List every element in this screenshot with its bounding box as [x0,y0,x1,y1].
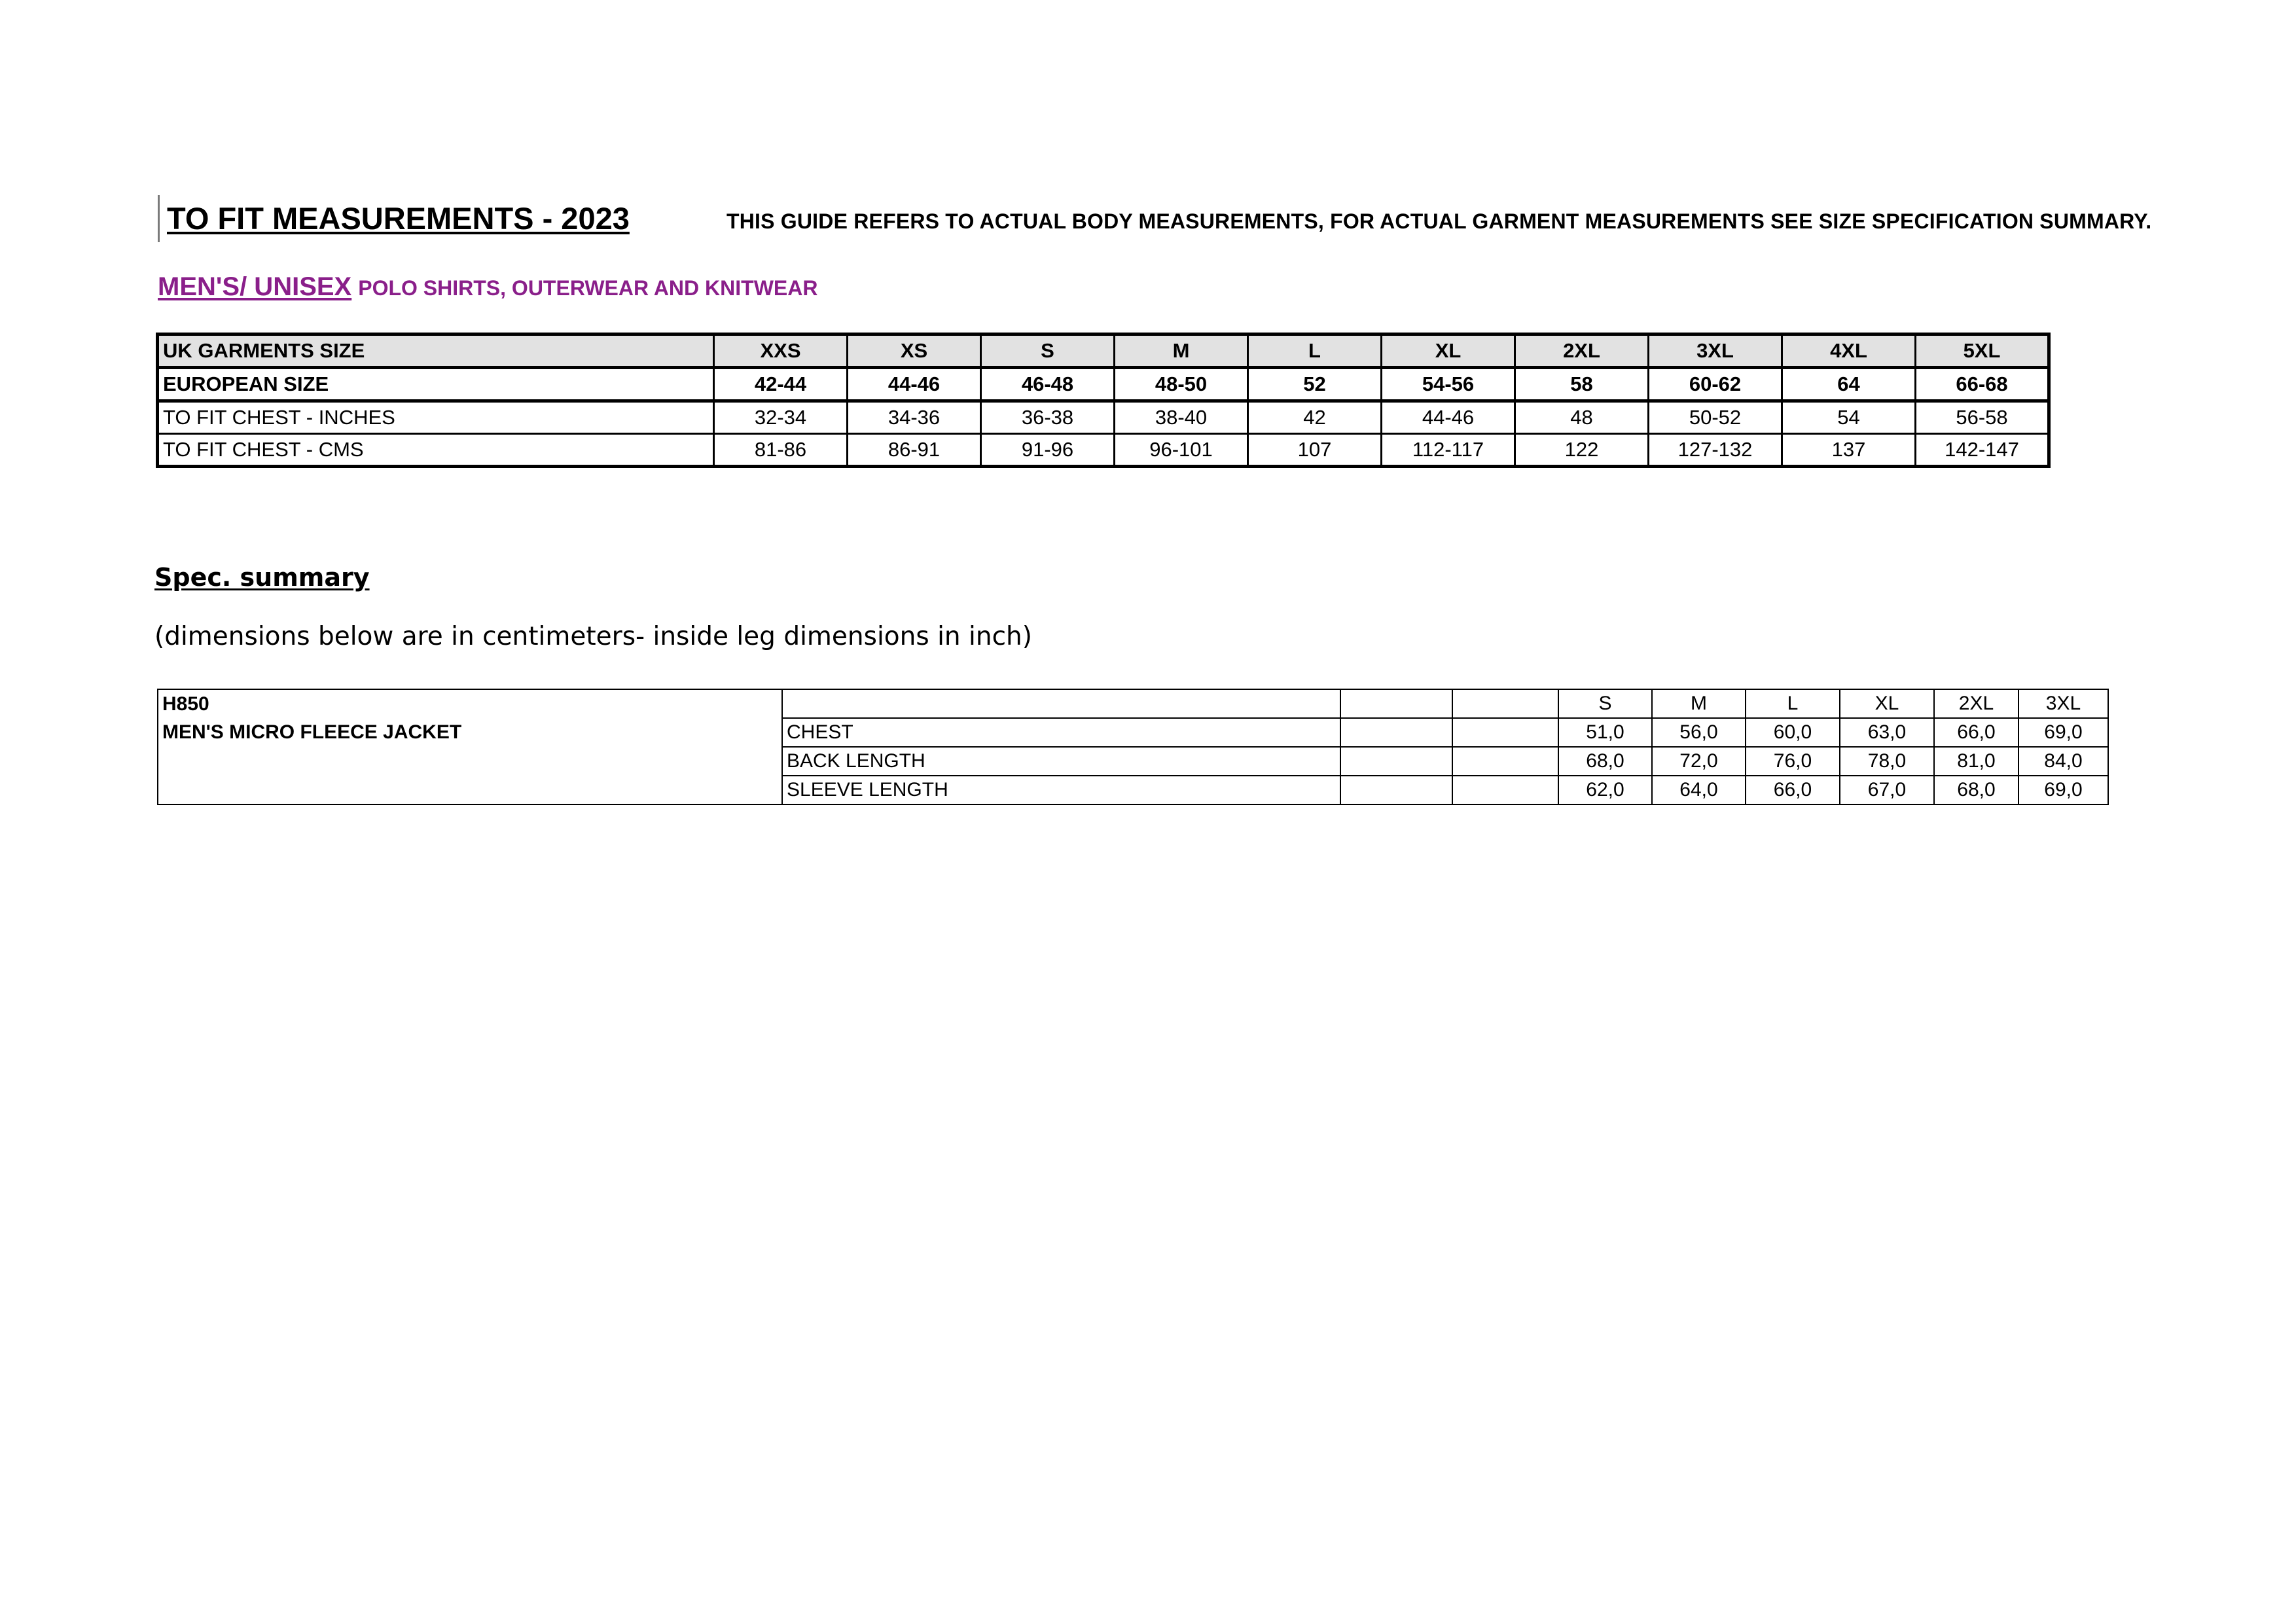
title-divider [158,195,160,242]
size-header: 5XL [1916,334,2049,368]
spec-summary-title: Spec. summary [154,563,370,592]
table-cell: 81-86 [714,434,848,467]
table-cell: 68,0 [1934,776,2018,804]
size-header: 3XL [1649,334,1782,368]
table-cell: 52 [1248,368,1382,401]
table-cell: 34-36 [848,401,981,434]
table-cell: 58 [1515,368,1649,401]
table-cell: 42 [1248,401,1382,434]
row-label: TO FIT CHEST - INCHES [158,401,714,434]
empty-cell [1452,747,1558,776]
size-header: 3XL [2018,689,2108,718]
table-cell: 36-38 [981,401,1115,434]
size-header: XXS [714,334,848,368]
section-title-main: MEN'S/ UNISEX [158,272,352,301]
table-cell: 56,0 [1652,718,1746,747]
table-cell: 60-62 [1649,368,1782,401]
table-cell: 64 [1782,368,1916,401]
table-cell: 112-117 [1382,434,1515,467]
table-cell: 66,0 [1746,776,1840,804]
size-header: XL [1840,689,1934,718]
table-cell: 142-147 [1916,434,2049,467]
table-cell: 137 [1782,434,1916,467]
size-header: M [1652,689,1746,718]
size-header: 2XL [1515,334,1649,368]
size-table [156,333,2051,468]
table-cell: 67,0 [1840,776,1934,804]
table-cell: 42-44 [714,368,848,401]
empty-cell [1452,689,1558,718]
table-row [158,368,2049,401]
table-cell: 76,0 [1746,747,1840,776]
size-header: S [981,334,1115,368]
table-cell: 122 [1515,434,1649,467]
table-cell: 68,0 [1558,747,1652,776]
empty-cell [1452,776,1558,804]
guide-note: THIS GUIDE REFERS TO ACTUAL BODY MEASUREMENTS, FOR ACTUAL GARMENT MEASUREMENTS SEE SIZE SPECIFICATION SUMMARY. [726,209,2152,233]
empty-cell [1340,776,1452,804]
table-cell: 69,0 [2018,718,2108,747]
table-cell: 69,0 [2018,776,2108,804]
table-cell: 46-48 [981,368,1115,401]
section-title-sub: POLO SHIRTS, OUTERWEAR AND KNITWEAR [358,276,818,300]
product-code: H850 [158,689,782,718]
table-cell: 66,0 [1934,718,2018,747]
table-cell: 81,0 [1934,747,2018,776]
size-header: L [1746,689,1840,718]
empty-cell [1340,718,1452,747]
table-row [158,718,2108,747]
size-header: 2XL [1934,689,2018,718]
empty-cell [1340,689,1452,718]
table-cell: 48-50 [1115,368,1248,401]
table-cell: 72,0 [1652,747,1746,776]
product-blank [158,747,782,776]
table-row [158,401,2049,434]
measurement-label: SLEEVE LENGTH [782,776,1340,804]
table-row [158,434,2049,467]
table-cell: 63,0 [1840,718,1934,747]
table-cell: 127-132 [1649,434,1782,467]
section-title [158,272,817,302]
size-table-header-row [158,334,2049,368]
spec-header-row [158,689,2108,718]
table-cell: 66-68 [1916,368,2049,401]
table-cell: 54 [1782,401,1916,434]
table-cell: 96-101 [1115,434,1248,467]
table-row [158,747,2108,776]
header-label: UK GARMENTS SIZE [158,334,714,368]
row-label: EUROPEAN SIZE [158,368,714,401]
size-header: 4XL [1782,334,1916,368]
table-cell: 62,0 [1558,776,1652,804]
table-cell: 44-46 [1382,401,1515,434]
table-cell: 56-58 [1916,401,2049,434]
table-cell: 64,0 [1652,776,1746,804]
spec-table [157,689,2109,805]
size-header: M [1115,334,1248,368]
table-row [158,776,2108,804]
product-name: MEN'S MICRO FLEECE JACKET [158,718,782,747]
table-cell: 44-46 [848,368,981,401]
measurement-label: BACK LENGTH [782,747,1340,776]
table-cell: 107 [1248,434,1382,467]
spec-summary-note: (dimensions below are in centimeters- inside leg dimensions in inch) [154,622,1032,651]
size-header: XL [1382,334,1515,368]
size-header: S [1558,689,1652,718]
size-header: L [1248,334,1382,368]
table-cell: 84,0 [2018,747,2108,776]
table-cell: 38-40 [1115,401,1248,434]
table-cell: 50-52 [1649,401,1782,434]
table-cell: 78,0 [1840,747,1934,776]
table-cell: 51,0 [1558,718,1652,747]
table-cell: 54-56 [1382,368,1515,401]
table-cell: 48 [1515,401,1649,434]
empty-cell [782,689,1340,718]
table-cell: 86-91 [848,434,981,467]
table-cell: 32-34 [714,401,848,434]
table-cell: 60,0 [1746,718,1840,747]
table-cell: 91-96 [981,434,1115,467]
empty-cell [1340,747,1452,776]
page-title: TO FIT MEASUREMENTS - 2023 [167,201,630,236]
product-blank [158,776,782,804]
measurement-label: CHEST [782,718,1340,747]
row-label: TO FIT CHEST - CMS [163,438,364,461]
empty-cell [1452,718,1558,747]
size-header: XS [848,334,981,368]
